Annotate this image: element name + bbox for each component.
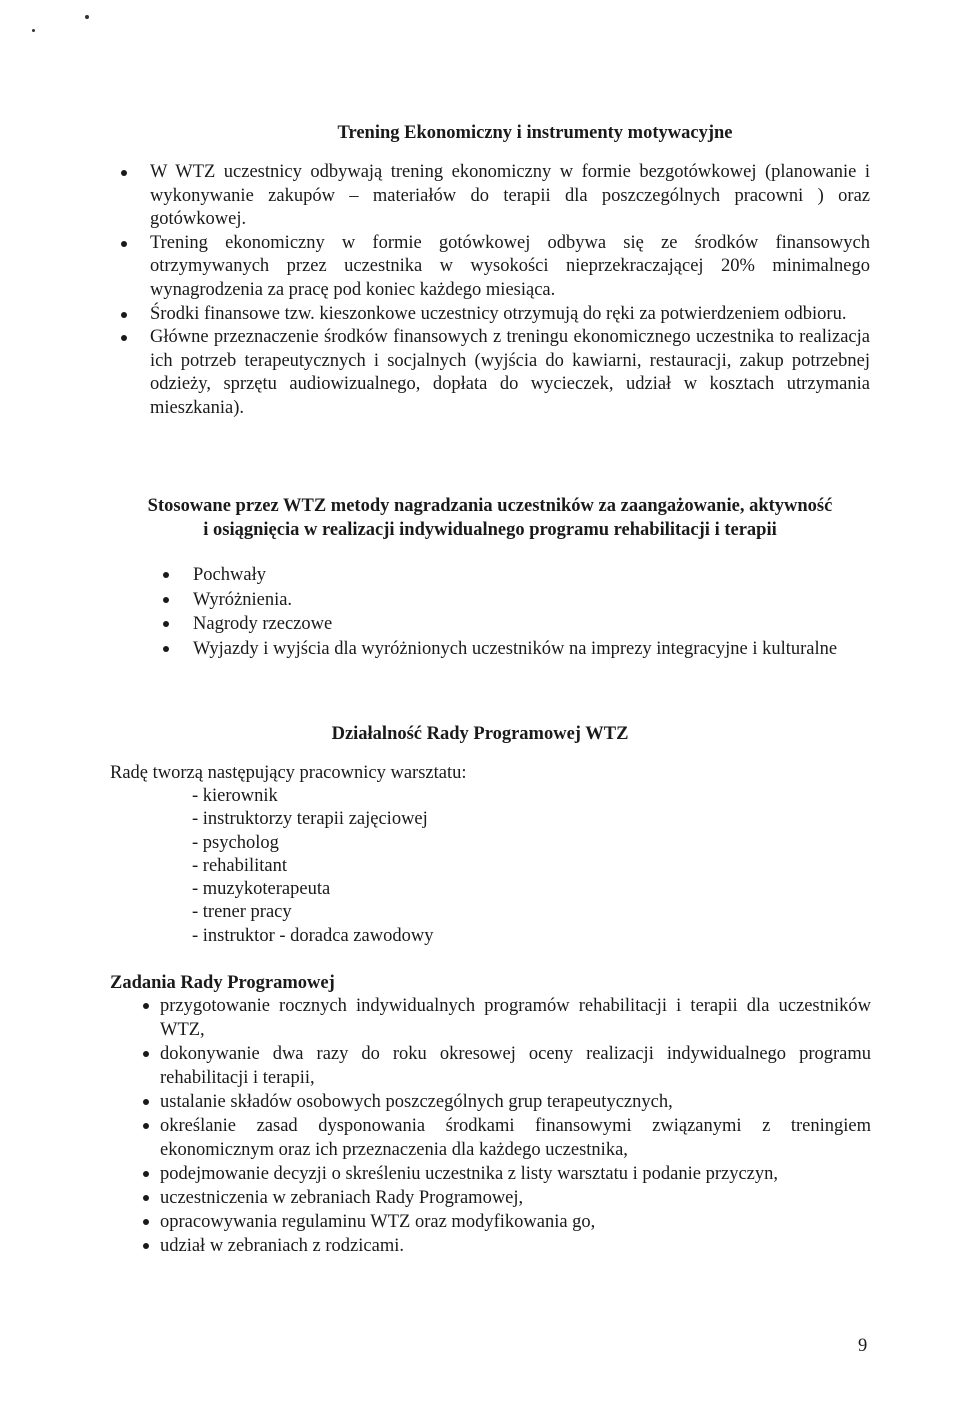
list-item: - kierownik [192, 786, 278, 806]
title-line: i osiągnięcia w realizacji indywidualnego programu rehabilitacji i terapii [203, 520, 777, 540]
list-item: - instruktorzy terapii zajęciowej [192, 809, 428, 830]
training-list [150, 161, 870, 421]
list-item: - psycholog [192, 832, 279, 853]
section-title-council: Działalność Rady Programowej WTZ [331, 724, 629, 744]
list-item: przygotowanie rocznych indywidualnych programów rehabilitacji i terapii dla uczestników WTZ, [160, 996, 871, 1040]
list-item: Nagrody rzeczowe [193, 612, 871, 637]
list-item: W WTZ uczestnicy odbywają trening ekonomiczny w formie bezgotówkowej (planowanie i wykonywanie zakupów – materiałów do terapii dla poszczególnych pracowni ) oraz gotówkowej. [150, 161, 870, 232]
section-title-tasks: Zadania Rady Programowej [110, 973, 335, 993]
scan-speck [85, 15, 89, 19]
list-item: Wyróżnienia. [193, 588, 871, 613]
council-intro: Radę tworzą następujący pracownicy warsztatu: [110, 763, 467, 783]
list-item: ustalanie składów osobowych poszczególnych grup terapeutycznych, [160, 1090, 871, 1114]
list-item: - rehabilitant [192, 855, 288, 876]
list-item: podejmowanie decyzji o skreśleniu uczestnika z listy warsztatu i podanie przyczyn, [160, 1162, 871, 1186]
list-item: - trener pracy [192, 902, 292, 923]
rewards-list [193, 563, 871, 661]
list-item: - muzykoterapeuta [192, 879, 331, 900]
list-item: Środki finansowe tzw. kieszonkowe uczestnicy otrzymują do ręki za potwierdzeniem odbioru. [150, 303, 870, 327]
list-item: uczestniczenia w zebraniach Rady Programowej, [160, 1186, 871, 1210]
list-item: Wyjazdy i wyjścia dla wyróżnionych uczestników na imprezy integracyjne i kulturalne [193, 637, 871, 662]
list-item: opracowywania regulaminu WTZ oraz modyfikowania go, [160, 1210, 871, 1234]
scan-speck [32, 29, 35, 32]
list-item: Trening ekonomiczny w formie gotówkowej odbywa się ze środków finansowych otrzymywanych przez uczestnika w wysokości nieprzekraczającej 20% minimalnego wynagrodzenia za pracę pod koniec każdego miesiąca. [150, 232, 870, 303]
tasks-list [160, 994, 871, 1258]
title-line: Stosowane przez WTZ metody nagradzania uczestników za zaangażowanie, aktywność [147, 496, 833, 516]
section-title-rewards [110, 494, 870, 542]
list-item: Główne przeznaczenie środków finansowych z treningu ekonomicznego uczestnika to realizacja ich potrzeb terapeutycznych i socjalnych (wyjścia do kawiarni, restauracji, zakup potrzebnej odzieży, sprzętu audiowizualnego, dopłata do wycieczek, udział w kosztach utrzymania mieszkania). [150, 326, 870, 420]
list-item: Pochwały [193, 563, 871, 588]
section-title-training: Trening Ekonomiczny i instrumenty motywacyjne [337, 123, 733, 143]
page-number: 9 [858, 1336, 868, 1356]
council-members-list [192, 785, 433, 948]
list-item: określanie zasad dysponowania środkami finansowymi związanymi z treningiem ekonomicznym oraz ich przeznaczenia dla każdego uczestnika, [160, 1116, 871, 1160]
list-item: dokonywanie dwa razy do roku okresowej oceny realizacji indywidualnego programu rehabilitacji i terapii, [160, 1044, 871, 1088]
list-item: - instruktor - doradca zawodowy [192, 925, 434, 946]
list-item: udział w zebraniach z rodzicami. [160, 1234, 871, 1258]
